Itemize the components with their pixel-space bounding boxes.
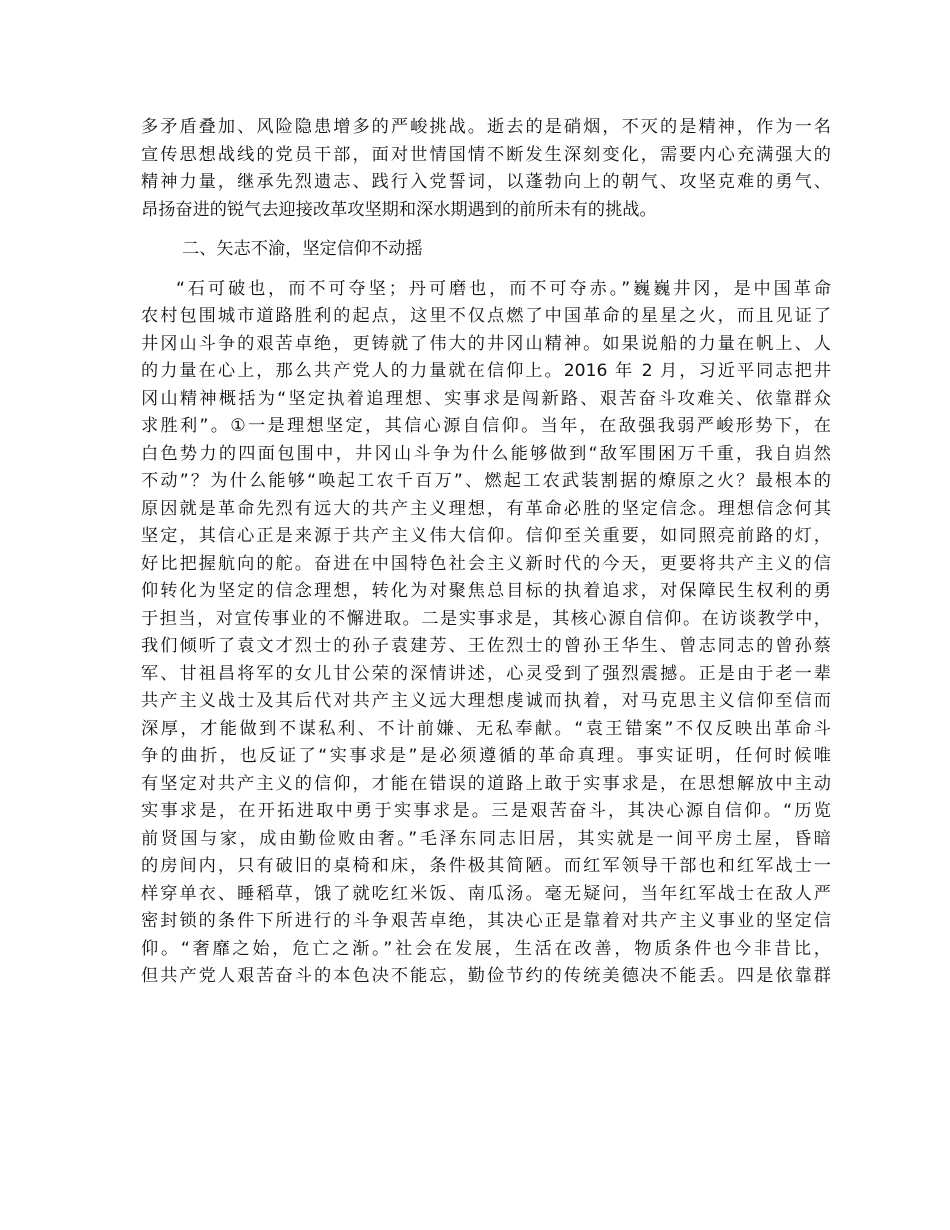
- text-line: 精神力量，继承先烈遗志、践行入党誓词，以蓬勃向上的朝气、攻坚克难的勇气、: [141, 172, 831, 192]
- text-line: 仰转化为坚定的信念理想，转化为对聚焦总目标的执着追求，对保障民生权利的勇: [141, 581, 831, 601]
- text-line: 白色势力的四面包围中，井冈山斗争为什么能够做到“敌军围困万千重，我自岿然: [141, 443, 831, 464]
- paragraph-continuation: [141, 114, 831, 224]
- text-line: 我们倾听了袁文才烈士的孙子袁建芳、王佐烈士的曾孙王华生、曾志同志的曾孙蔡: [141, 636, 831, 656]
- text-line: 密封锁的条件下所进行的斗争艰苦卓绝，其决心正是靠着对共产主义事业的坚定信: [141, 911, 831, 931]
- text-line: 好比把握航向的舵。奋进在中国特色社会主义新时代的今天，更要将共产主义的信: [141, 553, 831, 574]
- paragraph-section-two: [141, 276, 831, 991]
- text-line: 坚定，其信心正是来源于共产主义伟大信仰。信仰至关重要，如同照亮前路的灯，: [141, 526, 831, 546]
- text-line: 冈山精神概括为“坚定执着追理想、实事求是闯新路、艰苦奋斗攻难关、依靠群众: [141, 388, 831, 409]
- text-line: 军、甘祖昌将军的女儿甘公荣的深情讲述，心灵受到了强烈震撼。正是由于老一辈: [141, 663, 831, 684]
- text-line: 昂扬奋进的锐气去迎接改革攻坚期和深水期遇到的前所未有的挑战。: [141, 199, 657, 220]
- text-line: 不动”？为什么能够“唤起工农千百万”、燃起工农武装割据的燎原之火？最根本的: [141, 471, 831, 491]
- text-line: 求胜利”。①一是理想坚定，其信心源自信仰。当年，在敌强我弱严峻形势下，在: [141, 416, 831, 436]
- text-line: 争的曲折，也反证了“实事求是”是必须遵循的革命真理。事实证明，任何时候唯: [141, 746, 831, 766]
- section-heading: 二、矢志不渝，坚定信仰不动摇: [182, 239, 423, 259]
- text-line: 样穿单衣、睡稻草，饿了就吃红米饭、南瓜汤。毫无疑问，当年红军战士在敌人严: [141, 883, 831, 904]
- text-line: 共产主义战士及其后代对共产主义远大理想虔诚而执着，对马克思主义信仰至信而: [141, 691, 831, 711]
- text-line: 前贤国与家，成由勤俭败由奢。”毛泽东同志旧居，其实就是一间平房土屋，昏暗: [141, 828, 831, 849]
- text-line: 的房间内，只有破旧的桌椅和床，条件极其简陋。而红军领导干部也和红军战士一: [141, 856, 831, 876]
- text-line: 农村包围城市道路胜利的起点，这里不仅点燃了中国革命的星星之火，而且见证了: [141, 306, 831, 326]
- text-line: 于担当，对宣传事业的不懈进取。二是实事求是，其核心源自信仰。在访谈教学中，: [141, 608, 831, 629]
- text-line: 井冈山斗争的艰苦卓绝，更铸就了伟大的井冈山精神。如果说船的力量在帆上、人: [141, 333, 831, 354]
- text-line: 的力量在心上，那么共产党人的力量就在信仰上。2016 年 2 月，习近平同志把井: [141, 361, 831, 381]
- text-line: 宣传思想战线的党员干部，面对世情国情不断发生深刻变化，需要内心充满强大的: [141, 144, 831, 165]
- document-body: [141, 114, 831, 991]
- text-line: 多矛盾叠加、风险隐患增多的严峻挑战。逝去的是硝烟，不灭的是精神，作为一名: [141, 117, 831, 137]
- text-line: 但共产党人艰苦奋斗的本色决不能忘，勤俭节约的传统美德决不能丢。四是依靠群: [141, 966, 831, 986]
- text-line: 实事求是，在开拓进取中勇于实事求是。三是艰苦奋斗，其决心源自信仰。“历览: [141, 801, 831, 821]
- text-line: “石可破也，而不可夺坚；丹可磨也，而不可夺赤。”巍巍井冈，是中国革命: [176, 278, 831, 299]
- text-line: 有坚定对共产主义的信仰，才能在错误的道路上敢于实事求是，在思想解放中主动: [141, 773, 831, 794]
- text-line: 仰。“奢靡之始，危亡之渐。”社会在发展，生活在改善，物质条件也今非昔比，: [141, 938, 831, 959]
- text-line: 深厚，才能做到不谋私利、不计前嫌、无私奉献。“袁王错案”不仅反映出革命斗: [141, 718, 831, 739]
- text-line: 原因就是革命先烈有远大的共产主义理想，有革命必胜的坚定信念。理想信念何其: [141, 498, 831, 519]
